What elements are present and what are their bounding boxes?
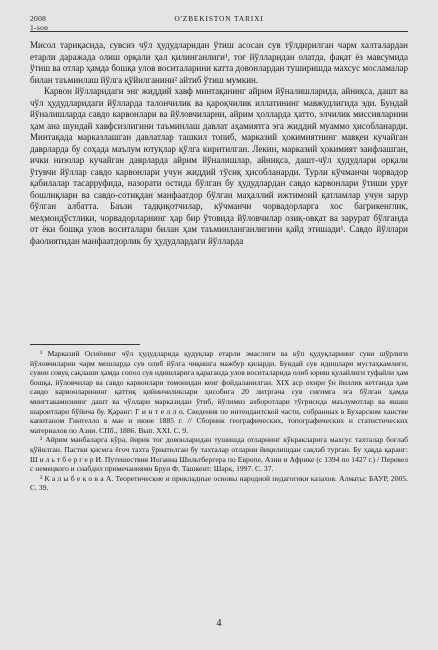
- footnote-1: ¹ Марказий Осиёнинг чўл ҳудудларида қудуқлар етарли эмаслиги ва кўп қудуқларнинг суви шўрлиги йўловчиларни чарм мешларда сув олиб йўлга чиқишга мажбур қиларди. Бундай сув идишлари мустаҳкамлиги, сувни совуқ сақлаши ҳамда сопол сув идишларига қараганда улов воситаларида олиб юриш қулайлиги туфайли ҳам бошқа, йўловчилар ва савдо карвонлари томонидан кенг фойдаланилган. XIX аср охири ўн йиллик кетганда ҳам савдо карвонларининг қаттиқ қийинчиликлари ҳисобига 20 литргача сув сиғимга эга бўлган ҳамда мингтакамизнинг дашт ва чўллари марказидан ўтиб, йўлимиз ахборотлари тўғрисида маълумотлар ва яшаш шароитлари бўйича бу. Қаранг: Г и н т е л л о. Сведения по интендантской части, собранных в Бухарском ханстве капитаном Гинтелло в мае и июне 1885 г. // Сборник географических, топографических и статистических материалов по Азии. СПб., 1886. Вып. XXI. С. 9.: [30, 349, 408, 435]
- footnotes: [30, 349, 408, 493]
- footnote-3: ³ К а л ы б е к о в а А. Теоретические и прикладные основы народной педагогики казахов. Алматы: БАУР, 2005. С. 39.: [30, 473, 408, 493]
- footnote-2: ² Айрим манбаларга кўра, йирик тоғ довонларидан тушишда отларнинг кўкракларига махсус тахталар боғлаб қўйилган. Пастки қисмга ёғоч тахта ўрнатилган бу тахталар отларни йиқилишдан сақлаб турган. Бу ҳақда қаранг: Ш и л ь т б е р г е р И. Путешествия Иоганна Шильтбергера по Европе, Азии и Африке (с 1394 по 1427 г.) / Перевел с немецкого и снабдил примечаниями Брун Ф. Ташкент: Шарк, 1997. С. 37.: [30, 435, 408, 474]
- header-issue: 1-son: [30, 23, 49, 32]
- page-number: 4: [216, 618, 222, 629]
- paragraph-2: Карвон йўлларидаги энг жиддий хавф минтақанинг айрим йўналишларида, айниқса, дашт ва чўл ҳудудларидаги йўлларда талончилик ва қароқчилик иллатининг мавжудлигида эди. Бундай йўналишларда савдо карвонлари ва йўловчиларни, айрим ҳолларда ҳатто, элчилик миссияларини ҳам ана шундай хавфсизлигини таъминлаш давлат аҳамиятга эга жиддий муаммо ҳисобланарди. Минтақада марказлашган давлатлар ташкил топиб, марказий ҳокимиятнинг мавқеи кучайган даврларда бу соҳада маълум ютуқлар қўлга киритилган. Лекин, марказий ҳокимият заифлашган, ички низолар кучайган даврларда айрим йўналишлар, айниқса, дашт-чўл ҳудудлари орқали ўтувчи йўллар савдо карвонлари учун жиддий тўсиқ ҳисобланарди. Турли кўчманчи чорвадор қабилалар тасарруфида, назорати остида бўлган бу ҳудудлардан савдо карвонлари ўтиши уруғ бошлиқлари ва савдо-сотиқдан манфаатдор бўлган маҳаллий ижтимоий қатламлар учун зарур бўлган албатта. Баъзи тадқиқотчилар, кўчманчи чорвадорларга хос багрикенглик, меҳмондўстлики, чорвадорларнинг ҳар бир ўтовида йўловчилар озиқ-овқат ва зарурат бўлганда от ёки бошқа улов воситалари билан ҳам таъминланганлигини қайд этишади¹. Савдо йўллари фаолиятидан манфаатдорлик бу ҳудудлардаги йўлларда: [30, 86, 408, 246]
- header-journal-title: O'ZBEKISTON TARIXI: [174, 14, 264, 23]
- header-year: 2008: [30, 14, 47, 23]
- header-rule: [30, 31, 408, 32]
- main-text: [30, 40, 408, 247]
- paragraph-1: Мисол тариқасида, сувсиз чўл ҳудудларидан ўтиш асосан сув тўлдирилган чарм халталардан етарли даражада олиш орқали ҳал қилинганлиги¹, тоғ йўлларидан олатда, фақат ёз мавсумида ўтиш ва отлар ҳамда бошқа улов воситаларини катта довонлардан туширишда махсус мосламалар билан таъминлаш йўлга қўйилганини² айтиб ўтиш мумкин.: [30, 40, 408, 85]
- footnote-separator: [30, 344, 140, 345]
